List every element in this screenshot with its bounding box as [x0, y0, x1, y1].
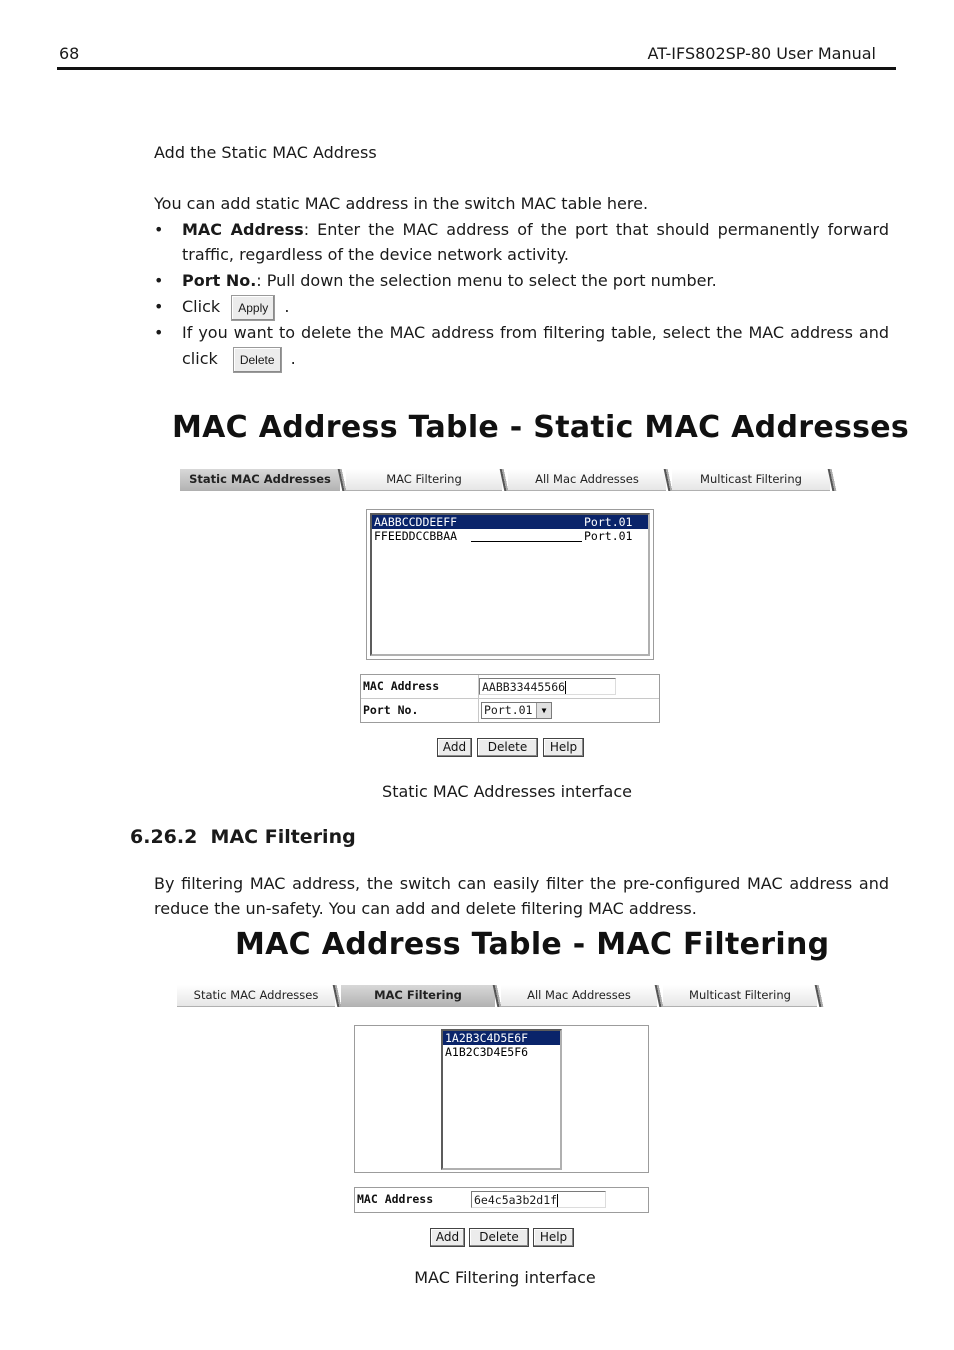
list-item[interactable]	[372, 529, 648, 543]
list-item-mac: AABBCCDDEEFF	[374, 515, 458, 529]
list-item-mac: 1A2B3C4D5E6F	[445, 1031, 529, 1045]
tab-multicast-filtering[interactable]: Multicast Filtering	[672, 469, 830, 491]
add-button[interactable]: Add	[430, 1228, 465, 1247]
bullet-port-label: Port No.	[182, 271, 257, 290]
list-item-port: Port.01	[584, 529, 633, 543]
page-number: 68	[59, 44, 80, 63]
bullet-port-no	[154, 268, 889, 293]
static-list-frame	[366, 509, 654, 660]
bullet-delete-suffix: .	[290, 349, 296, 368]
static-panel-title: MAC Address Table - Static MAC Addresses	[172, 410, 910, 445]
static-form-table	[360, 674, 660, 723]
intro-lead: You can add static MAC address in the switch MAC table here.	[154, 194, 649, 213]
list-item[interactable]	[372, 515, 648, 529]
bullet-dot: •	[154, 297, 164, 316]
tab-mac-filtering[interactable]: MAC Filtering	[346, 469, 502, 491]
intro-heading: Add the Static MAC Address	[154, 143, 377, 162]
text-caret	[565, 681, 566, 694]
static-tab-bar	[180, 469, 836, 491]
bullet-delete	[154, 320, 889, 372]
delete-button[interactable]: Delete	[469, 1228, 529, 1247]
bullet-mac-address	[154, 217, 889, 267]
bullet-mac-text: : Enter the MAC address of the port that should permanently forward traffic, regardless of the device network activity.	[182, 220, 890, 264]
static-caption: Static MAC Addresses interface	[382, 782, 632, 801]
header-rule	[57, 67, 896, 70]
bullet-dot: •	[154, 323, 164, 342]
port-no-row	[361, 699, 659, 723]
bullet-click-suffix: .	[284, 297, 290, 316]
list-item-mac: FFEEDDCCBBAA	[374, 529, 458, 543]
help-button[interactable]: Help	[533, 1228, 574, 1247]
filter-tab-bar	[177, 985, 823, 1007]
list-item-port: Port.01	[584, 515, 633, 529]
port-no-label: Port No.	[361, 699, 479, 722]
list-item[interactable]	[443, 1031, 560, 1045]
bullet-delete-text: If you want to delete the MAC address from filtering table, select the MAC address and click	[182, 323, 889, 368]
manual-title: AT-IFS802SP-80 User Manual	[647, 44, 876, 63]
tab-all-mac-addresses[interactable]: All Mac Addresses	[508, 469, 666, 491]
tab-multicast-filtering[interactable]: Multicast Filtering	[663, 985, 817, 1007]
bullet-dot: •	[154, 271, 164, 290]
bullet-port-text: : Pull down the selection menu to select the port number.	[256, 271, 717, 290]
add-button[interactable]: Add	[437, 738, 472, 757]
bullet-click-apply	[154, 294, 889, 322]
filter-list-frame	[354, 1025, 649, 1173]
mac-address-input[interactable]: 6e4c5a3b2d1f	[471, 1191, 606, 1208]
mac-address-label: MAC Address	[357, 1192, 434, 1206]
filter-panel-title: MAC Address Table - MAC Filtering	[235, 927, 830, 962]
bullet-dot: •	[154, 220, 164, 239]
apply-button[interactable]: Apply	[231, 295, 275, 321]
filter-form-table	[354, 1187, 649, 1213]
section-title: 6.26.2 MAC Filtering	[130, 826, 356, 848]
static-mac-listbox[interactable]	[370, 513, 650, 656]
port-no-select[interactable]: Port.01 ▼	[481, 702, 552, 719]
filter-mac-listbox[interactable]	[441, 1029, 562, 1170]
help-button[interactable]: Help	[543, 738, 584, 757]
filter-caption: MAC Filtering interface	[414, 1268, 596, 1287]
section-paragraph: By filtering MAC address, the switch can easily filter the pre-configured MAC address and reduce the un-safety. You can add and delete filtering MAC address.	[154, 874, 889, 918]
mac-address-row	[355, 1188, 648, 1212]
list-item[interactable]	[443, 1045, 560, 1059]
delete-inline-button[interactable]: Delete	[233, 347, 282, 373]
text-caret	[557, 1194, 558, 1207]
bullet-click-text: Click	[182, 297, 221, 316]
list-item-mac: A1B2C3D4E5F6	[445, 1045, 529, 1059]
tab-static-mac-addresses[interactable]: Static MAC Addresses	[177, 985, 335, 1007]
mac-address-label: MAC Address	[361, 675, 479, 698]
tab-all-mac-addresses[interactable]: All Mac Addresses	[501, 985, 657, 1007]
delete-button[interactable]: Delete	[477, 738, 538, 757]
mac-address-row	[361, 675, 659, 699]
list-item-underline	[471, 541, 582, 542]
bullet-mac-label: MAC Address	[182, 220, 304, 239]
tab-mac-filtering[interactable]: MAC Filtering	[341, 985, 495, 1007]
tab-static-mac-addresses[interactable]: Static MAC Addresses	[180, 469, 340, 491]
chevron-down-icon[interactable]: ▼	[536, 703, 551, 718]
mac-address-input[interactable]: AABB33445566	[479, 678, 616, 695]
